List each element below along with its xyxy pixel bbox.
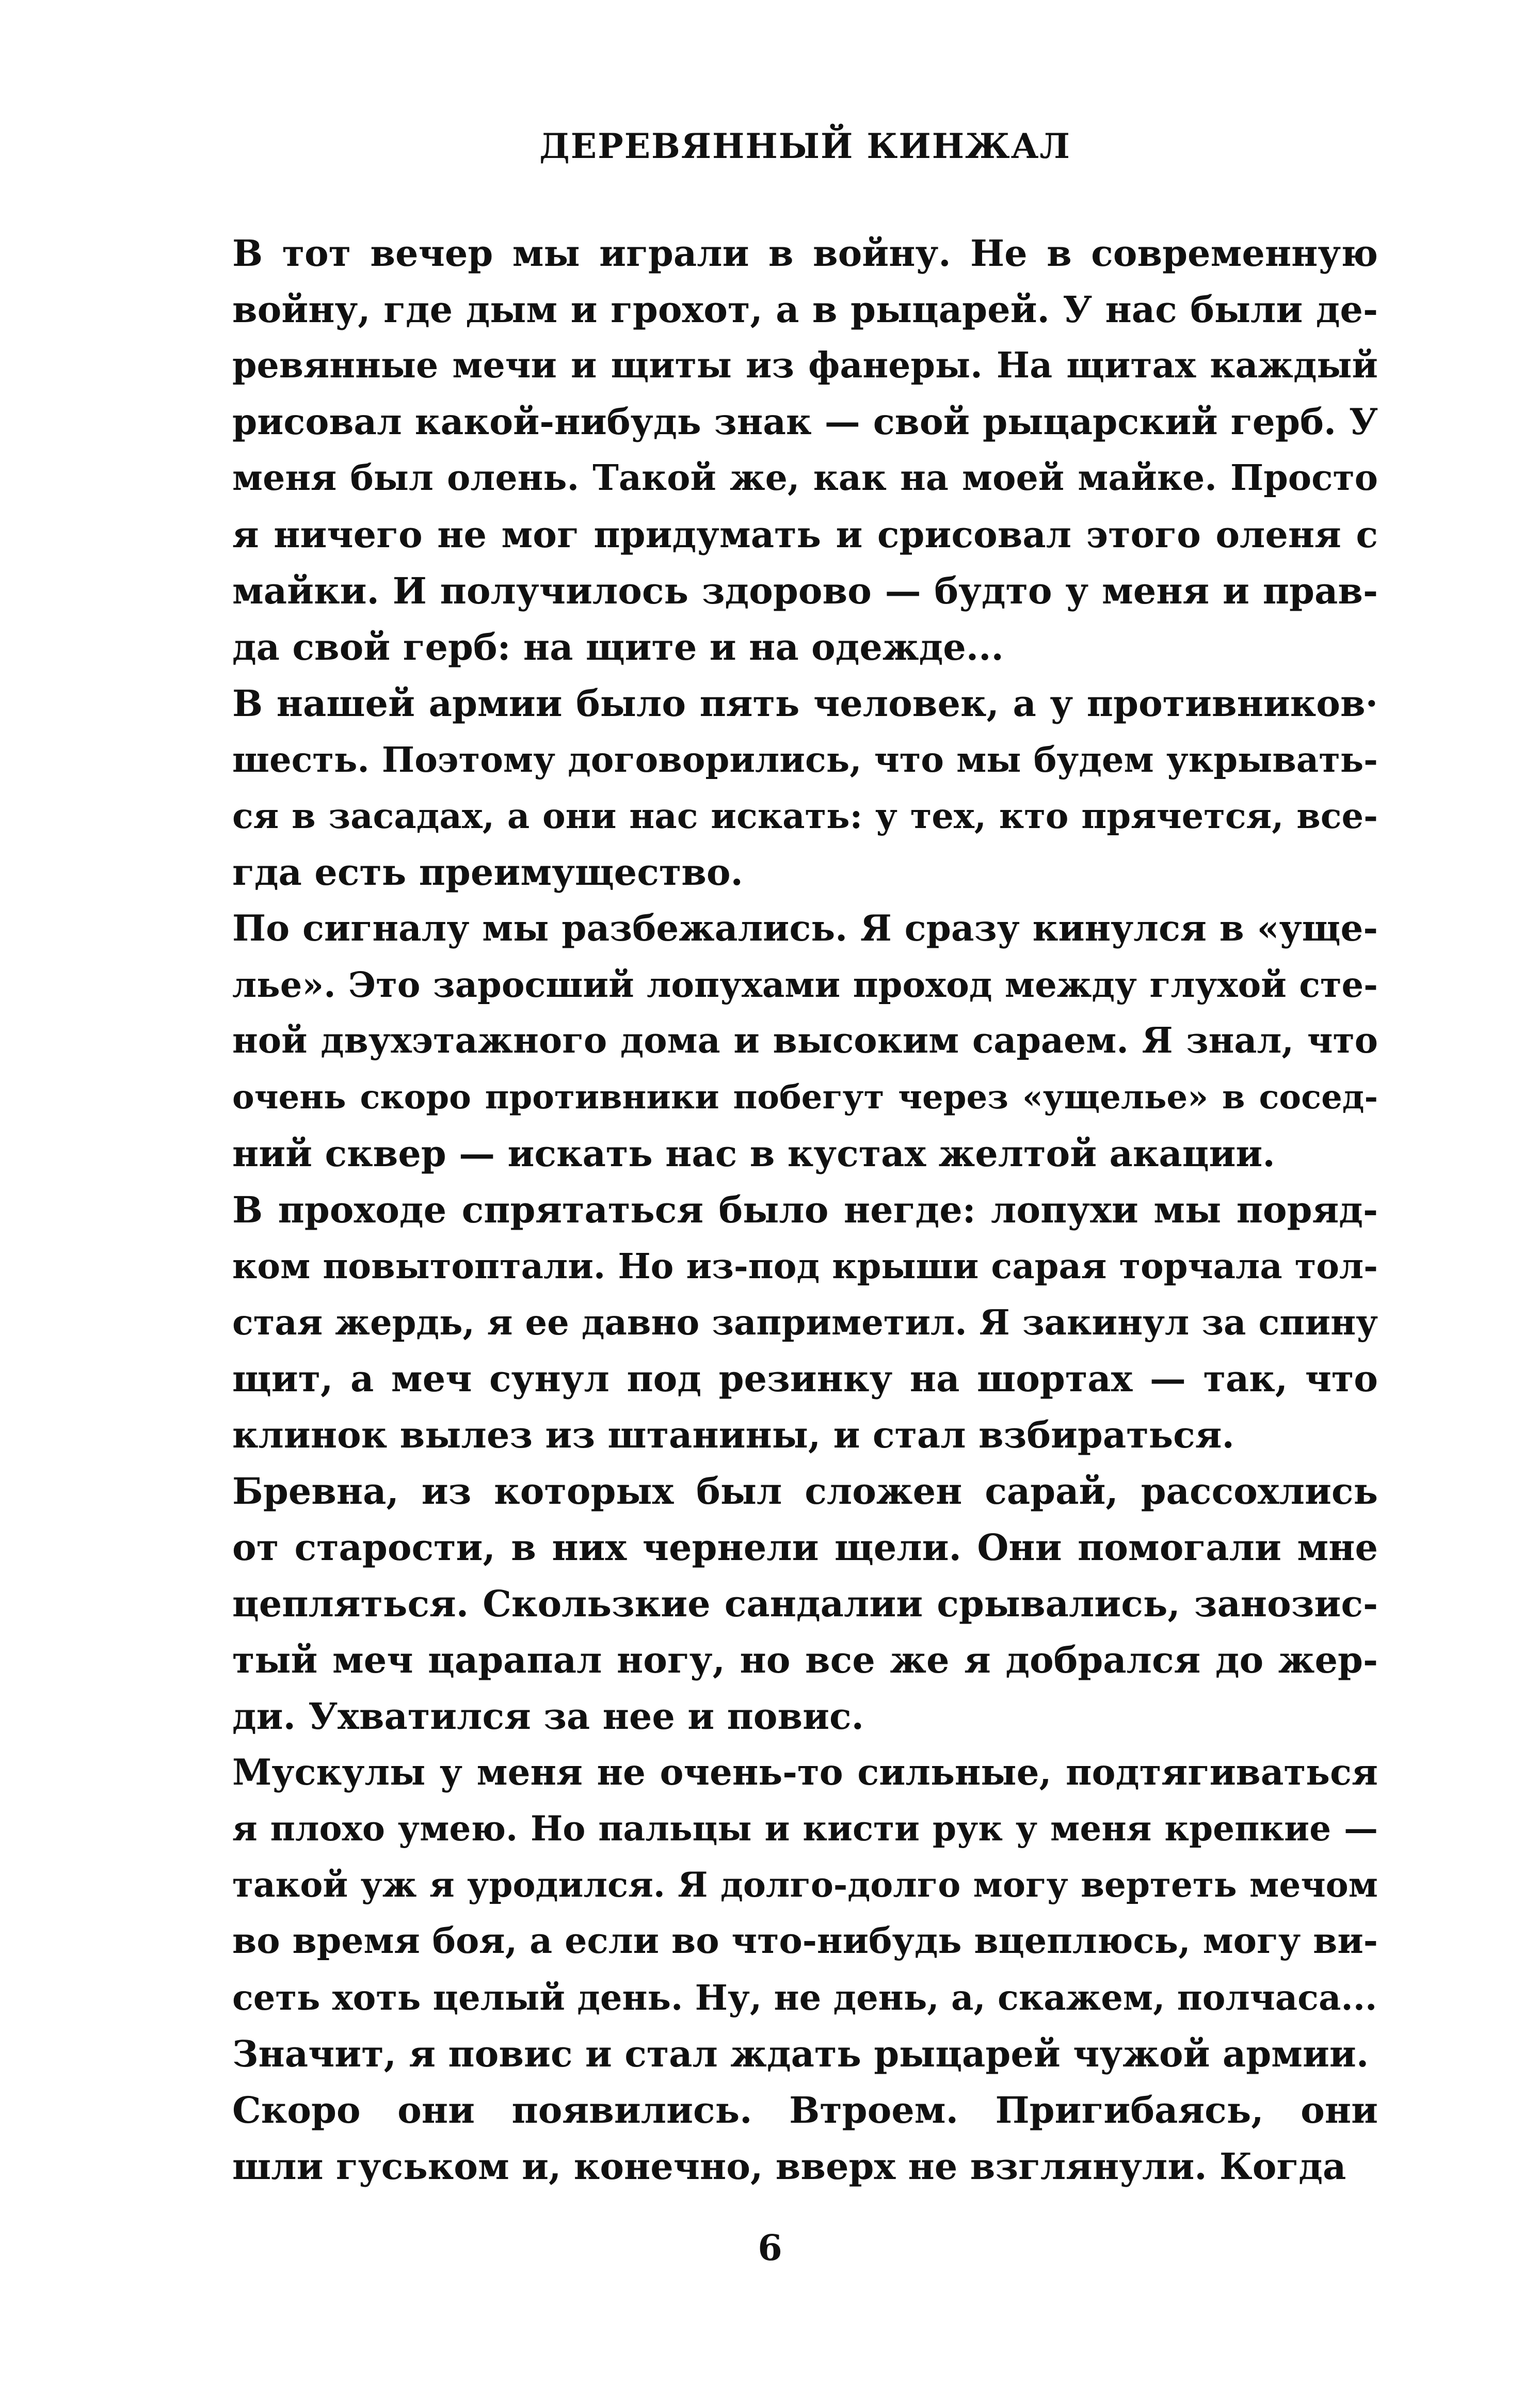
- paragraph: [232, 2026, 1378, 2082]
- text-line: ком повытоптали. Но из-под крыши сарая торчала тол-: [232, 1246, 1378, 1286]
- text-line: Бревна, из которых был сложен сарай, рассохлись: [232, 1470, 1378, 1513]
- text-line: гда есть преимущество.: [232, 851, 743, 894]
- text-line: ревянные мечи и щиты из фанеры. На щитах каждый: [232, 345, 1378, 386]
- paragraph: [232, 1744, 1378, 2026]
- text-line: во время боя, а если во что-нибудь вцеплюсь, могу ви-: [232, 1920, 1378, 1962]
- chapter-title: ДЕРЕВЯННЫЙ КИНЖАЛ: [539, 126, 1071, 166]
- paragraph: [232, 1182, 1378, 1463]
- text-line: По сигналу мы разбежались. Я сразу кинулся в «уще-: [232, 908, 1378, 949]
- paragraph: [232, 900, 1378, 1182]
- text-line: меня был олень. Такой же, как на моей майке. Просто: [232, 457, 1378, 499]
- text-line: Скоро они появились. Втроем. Пригибаясь, они: [232, 2089, 1378, 2132]
- text-line: ний сквер — искать нас в кустах желтой акации.: [232, 1132, 1275, 1175]
- text-line: я ничего не мог придумать и срисовал этого оленя с: [232, 513, 1378, 556]
- text-line: ной двухэтажного дома и высоким сараем. Я знал, что: [232, 1020, 1378, 1061]
- text-line: щит, а меч сунул под резинку на шортах — так, что: [232, 1357, 1378, 1400]
- text-line: шесть. Поэтому договорились, что мы будем укрывать-: [232, 739, 1378, 780]
- text-line: Значит, я повис и стал ждать рыцарей чужой армии.: [232, 2032, 1369, 2075]
- body-text: [232, 225, 1378, 2195]
- text-line: очень скоро противники побегут через «ущелье» в сосед-: [232, 1078, 1378, 1117]
- text-line: ди. Ухватился за нее и повис.: [232, 1695, 864, 1738]
- text-line: цепляться. Скользкие сандалии срывались, занозис-: [232, 1582, 1378, 1625]
- text-line: майки. И получилось здорово — будто у меня и прав-: [232, 569, 1378, 612]
- page-number: 6: [758, 2228, 782, 2269]
- paragraph: [232, 2082, 1378, 2195]
- text-line: В проходе спрятаться было негде: лопухи мы поряд-: [232, 1188, 1378, 1231]
- text-line: лье». Это заросший лопухами проход между глухой сте-: [232, 964, 1378, 1005]
- text-line: такой уж я уродился. Я долго-долго могу вертеть мечом: [232, 1865, 1378, 1905]
- paragraph: [232, 675, 1378, 900]
- paragraph: [232, 225, 1378, 675]
- text-line: я плохо умею. Но пальцы и кисти рук у меня крепкие —: [232, 1808, 1378, 1849]
- text-line: В тот вечер мы играли в войну. Не в современную: [232, 232, 1378, 275]
- text-line: шли гуськом и, конечно, вверх не взглянули. Когда: [232, 2145, 1346, 2188]
- text-line: от старости, в них чернели щели. Они помогали мне: [232, 1526, 1378, 1569]
- text-line: тый меч царапал ногу, но все же я добрался до жер-: [232, 1639, 1378, 1681]
- paragraph: [232, 1463, 1378, 1744]
- text-line: стая жердь, я ее давно заприметил. Я закинул за спину: [232, 1302, 1378, 1343]
- text-line: В нашей армии было пять человек, а у противников·: [232, 682, 1378, 725]
- text-line: сеть хоть целый день. Ну, не день, а, скажем, полчаса...: [232, 1977, 1377, 2018]
- book-page: [232, 126, 1378, 2195]
- text-line: клинок вылез из штанины, и стал взбираться.: [232, 1413, 1234, 1456]
- text-line: ся в засадах, а они нас искать: у тех, кто прячется, все-: [232, 796, 1378, 836]
- text-line: да свой герб: на щите и на одежде...: [232, 626, 1004, 669]
- text-line: рисовал какой-нибудь знак — свой рыцарский герб. У: [232, 401, 1378, 443]
- text-line: Мускулы у меня не очень-то сильные, подтягиваться: [232, 1752, 1378, 1793]
- text-line: войну, где дым и грохот, а в рыцарей. У нас были де-: [232, 288, 1378, 331]
